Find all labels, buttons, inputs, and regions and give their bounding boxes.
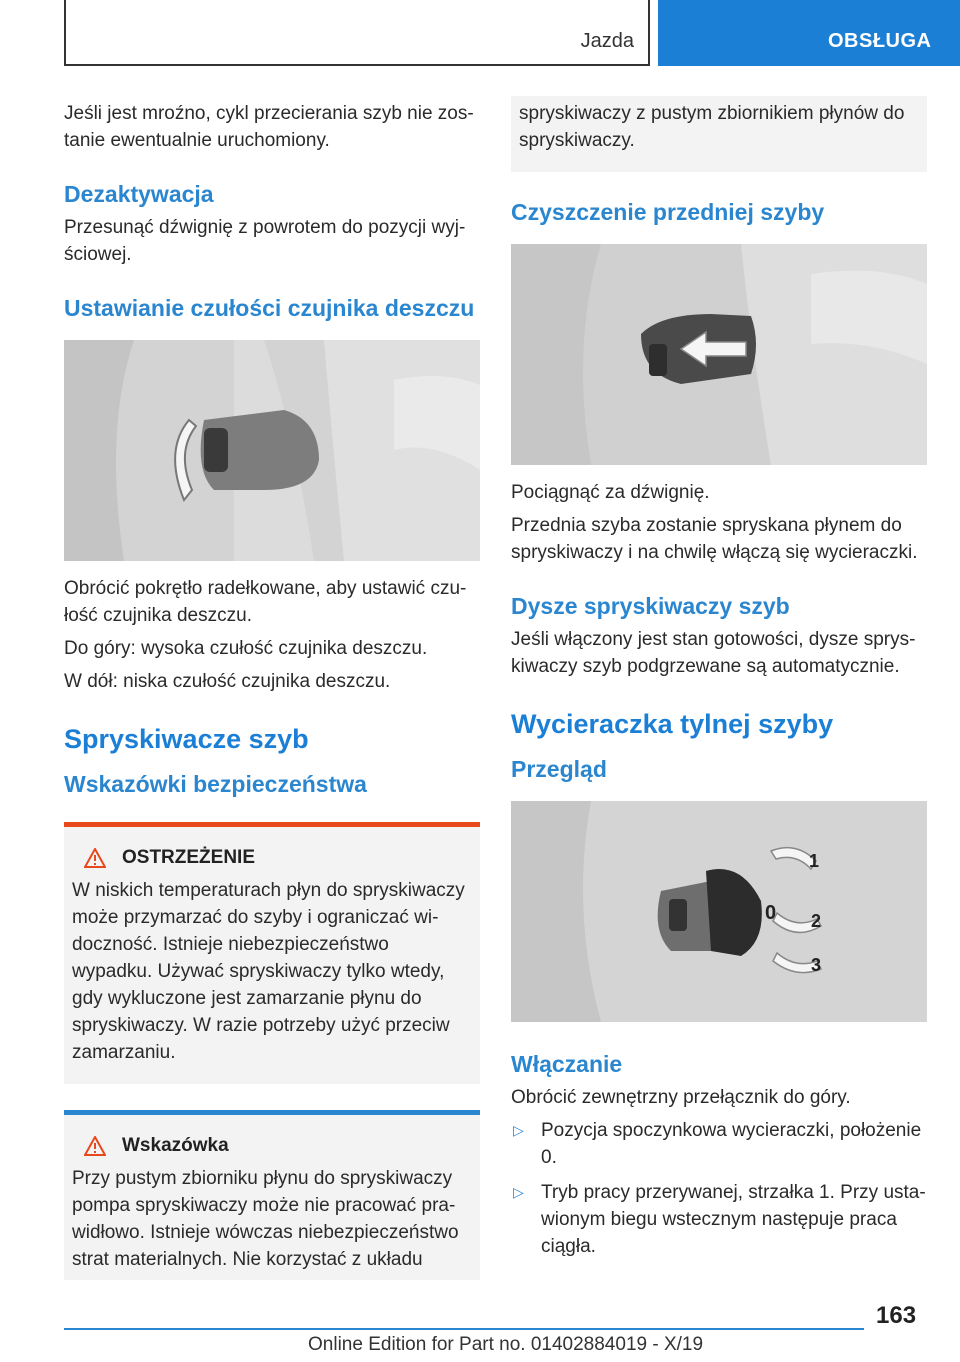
heading-deactivate: Dezaktywacja: [64, 181, 214, 207]
heading-clean-front: Czyszczenie przedniej szyby: [511, 199, 825, 225]
header-section-box: [64, 0, 650, 66]
triangle-bullet-icon: ▷: [513, 1184, 524, 1200]
list-item: ▷ Tryb pracy przerywanej, strzałka 1. Przy ustawionym biegu wstecznym następuje praca ciągła.: [511, 1179, 927, 1260]
heading-sensitivity: Ustawianie czułości czujnika deszczu: [64, 295, 475, 321]
photo-rear-wiper-switch: [511, 801, 927, 1022]
note-box: [64, 1110, 480, 1280]
note-text: Przy pustym zbiorniku płynu do spryskiwaczy pompa spryskiwaczy może nie pracować prawidłowo. Istnieje wówczas niebezpieczeństwo strat materialnych. Nie korzystać z układu: [72, 1168, 459, 1270]
header-tab-obsluga[interactable]: [658, 0, 960, 66]
footer-edition: [308, 1334, 703, 1356]
wiper-label-3: 3: [811, 955, 822, 975]
bullet-list: [511, 1117, 927, 1260]
photo-rain-sensor-knob: [64, 340, 480, 561]
paragraph-up: Do góry: wysoka czułość czujnika deszczu.: [64, 638, 428, 659]
note-continuation-box: [511, 96, 927, 172]
wiper-label-1: 1: [809, 851, 820, 871]
paragraph-switch-on: Obrócić zewnętrzny przełącznik do góry.: [511, 1087, 851, 1108]
note-title-row: [72, 1135, 472, 1157]
footer-divider: [64, 1328, 864, 1330]
right-column: [511, 100, 927, 1268]
warning-triangle-icon: [84, 1136, 106, 1156]
heading-switch-on: Włączanie: [511, 1051, 623, 1077]
heading-safety: Wskazówki bezpieczeństwa: [64, 771, 367, 797]
warning-box: [64, 822, 480, 1084]
header-tab-label: OBSŁUGA: [828, 30, 932, 52]
wiper-label-0: 0: [765, 902, 777, 924]
header-section-label: Jazda: [580, 30, 634, 52]
paragraph-turn-knob: Obrócić pokrętło radełkowane, aby ustawić czułość czujnika deszczu.: [64, 578, 467, 626]
triangle-bullet-icon: ▷: [513, 1122, 524, 1138]
warning-title-row: [72, 847, 472, 869]
paragraph-pull: Pociągnąć za dźwignię.: [511, 482, 710, 503]
heading-washers: Spryskiwacze szyb: [64, 724, 309, 754]
left-column: [64, 100, 480, 1280]
note-continuation-text: spryskiwaczy z pustym zbiornikiem płynów do spryskiwaczy.: [519, 103, 905, 151]
warning-text: W niskich temperaturach płyn do spryskiwaczy może przymarzać do szyby i ograniczać widoczność. Istnieje niebezpieczeństwo wypadku. Używać spryskiwaczy tylko wtedy, gdy wykluczone jest zamarzanie płynu do spryskiwaczy. W razie potrzeby użyć przeciw zamarzaniu.: [72, 880, 465, 1063]
note-title: Wskazówka: [122, 1135, 229, 1156]
heading-overview: Przegląd: [511, 756, 607, 782]
paragraph-deactivate: Przesunąć dźwignię z powrotem do pozycji wyjściowej.: [64, 217, 466, 265]
heading-rear-wiper: Wycieraczka tylnej szyby: [511, 709, 834, 739]
paragraph-frost: Jeśli jest mroźno, cykl przecierania szyb nie zostanie ewentualnie uruchomiony.: [64, 103, 474, 151]
warning-triangle-icon: [84, 848, 106, 868]
page-number: 163: [876, 1302, 917, 1329]
paragraph-nozzles: Jeśli włączony jest stan gotowości, dysze spryskiwaczy szyb podgrzewane są automatycznie.: [511, 629, 916, 677]
photo-washer-lever: [511, 244, 927, 465]
wiper-label-2: 2: [811, 911, 822, 931]
paragraph-down: W dół: niska czułość czujnika deszczu.: [64, 671, 391, 692]
heading-nozzles: Dysze spryskiwaczy szyb: [511, 593, 790, 619]
footer-edition-text: Online Edition for Part no. 01402884019 - X/19: [308, 1334, 704, 1355]
list-item: ▷ Pozycja spoczynkowa wycieraczki, położenie 0.: [511, 1117, 927, 1171]
warning-title: OSTRZEŻENIE: [122, 847, 256, 868]
paragraph-front-sprayed: Przednia szyba zostanie spryskana płynem do spryskiwaczy i na chwilę włączą się wycieraczki.: [511, 515, 918, 563]
